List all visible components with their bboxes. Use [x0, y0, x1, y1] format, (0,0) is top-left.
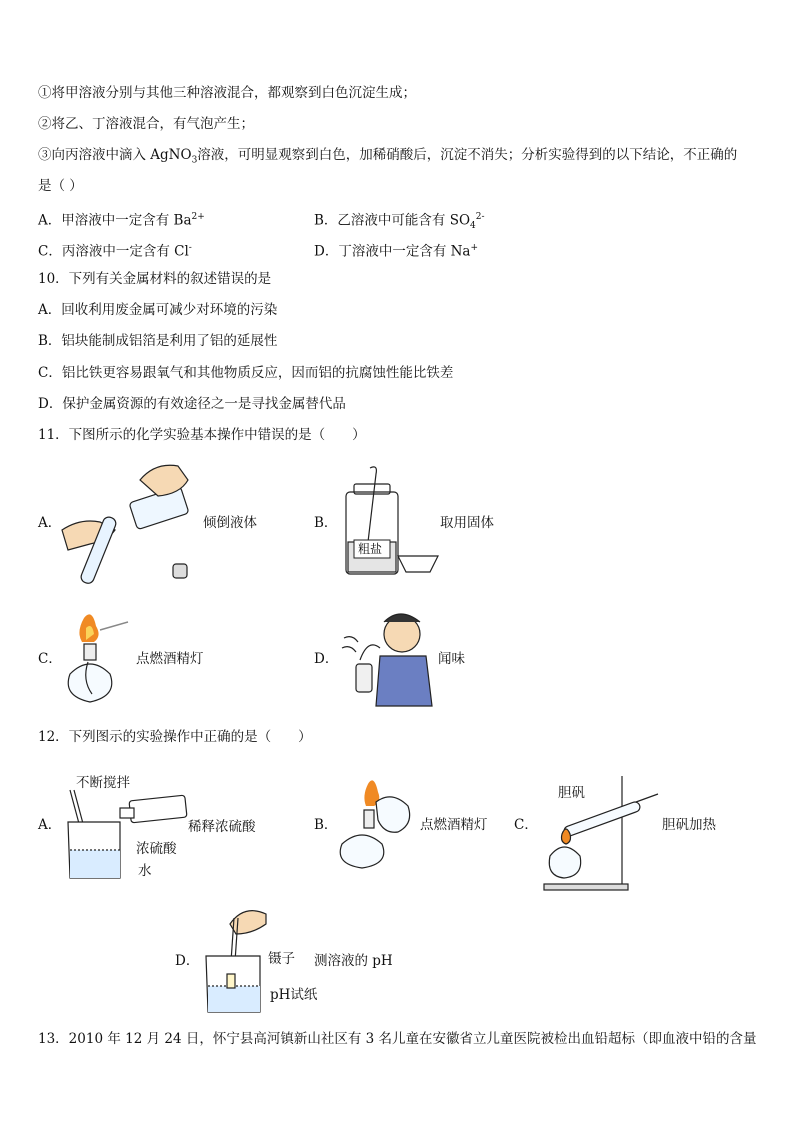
q10-stem: 10．下列有关金属材料的叙述错误的是	[38, 271, 272, 287]
solid-jar-illustration	[340, 464, 440, 579]
q13-stem: 13．2010 年 12 月 24 日，怀宁县高河镇新山社区有 3 名儿童在安徽省立儿童医院被检出血铅超标（即血液中铅的含量	[38, 1031, 757, 1047]
q10-option-d: D．保护金属资源的有效途径之一是寻找金属替代品	[38, 396, 346, 412]
q9-statement-2: ②将乙、丁溶液混合，有气泡产生；	[38, 116, 254, 132]
q11-a-letter: A．	[38, 515, 62, 531]
dilute-acid-illustration	[62, 780, 192, 885]
q11-c-caption: 点燃酒精灯	[136, 651, 204, 667]
q12-a-letter: A．	[38, 817, 62, 833]
q11-stem: 11．下图所示的化学实验基本操作中错误的是（ ）	[38, 427, 366, 443]
q9-option-a: A．甲溶液中一定含有 $Ba^{2+}$	[38, 212, 205, 229]
q11-d-caption: 闻味	[438, 651, 465, 667]
lamp-to-lamp-lighting-illustration	[336, 780, 416, 870]
label-blue-vitriol: 胆矾	[558, 785, 585, 801]
q10-option-b: B．铝块能制成铝箔是利用了铝的延展性	[38, 333, 278, 349]
measure-ph-illustration	[200, 904, 270, 1014]
q9-option-d: D．丁溶液中一定含有 Na+	[314, 243, 479, 260]
q12-b-letter: B．	[314, 817, 338, 833]
label-keep-stirring: 不断搅拌	[76, 775, 130, 791]
q11-b-caption: 取用固体	[440, 515, 494, 531]
q12-c-caption: 胆矾加热	[662, 817, 716, 833]
q10-option-a: A．回收利用废金属可减少对环境的污染	[38, 302, 278, 318]
q9-option-b: B．乙溶液中可能含有 $SO_4^{2-}$	[314, 212, 485, 232]
q12-stem: 12．下列图示的实验操作中正确的是（ ）	[38, 729, 312, 745]
q9-option-c: C．丙溶液中一定含有 Cl-	[38, 243, 192, 260]
label-ph-paper: pH试纸	[270, 987, 318, 1003]
alcohol-lamp-lighting-illustration	[62, 614, 132, 709]
q11-c-letter: C．	[38, 651, 62, 667]
label-tweezers: 镊子	[268, 951, 295, 967]
q11-a-caption: 倾倒液体	[203, 515, 257, 531]
label-concentrated-sulfuric: 浓硫酸	[136, 841, 177, 857]
heating-blue-vitriol-illustration	[540, 776, 660, 894]
q11-b-letter: B．	[314, 515, 338, 531]
smelling-gas-illustration	[340, 608, 435, 708]
q10-option-c: C．铝比铁更容易跟氧气和其他物质反应，因而铝的抗腐蚀性能比铁差	[38, 365, 454, 381]
label-dilute-concentrated-sulfuric: 稀释浓硫酸	[188, 819, 256, 835]
q9-statement-1: ①将甲溶液分别与其他三种溶液混合，都观察到白色沉淀生成；	[38, 85, 416, 101]
q9-statement-4: 是（ ）	[38, 178, 83, 194]
q12-d-caption: 测溶液的 pH	[314, 953, 393, 969]
label-water: 水	[138, 863, 152, 879]
pour-liquid-illustration	[60, 460, 195, 585]
q11-d-letter: D．	[314, 651, 339, 667]
jar-label-crude-salt: 粗盐	[358, 542, 383, 556]
q12-b-caption: 点燃酒精灯	[420, 817, 488, 833]
q9-statement-3: ③向丙溶液中滴入 AgNO$_3$溶液，可明显观察到白色，加稀硝酸后，沉淀不消失；分析实验得到的以下结论，不正确的	[38, 147, 738, 166]
q12-d-letter: D．	[175, 953, 200, 969]
q12-c-letter: C．	[514, 817, 538, 833]
